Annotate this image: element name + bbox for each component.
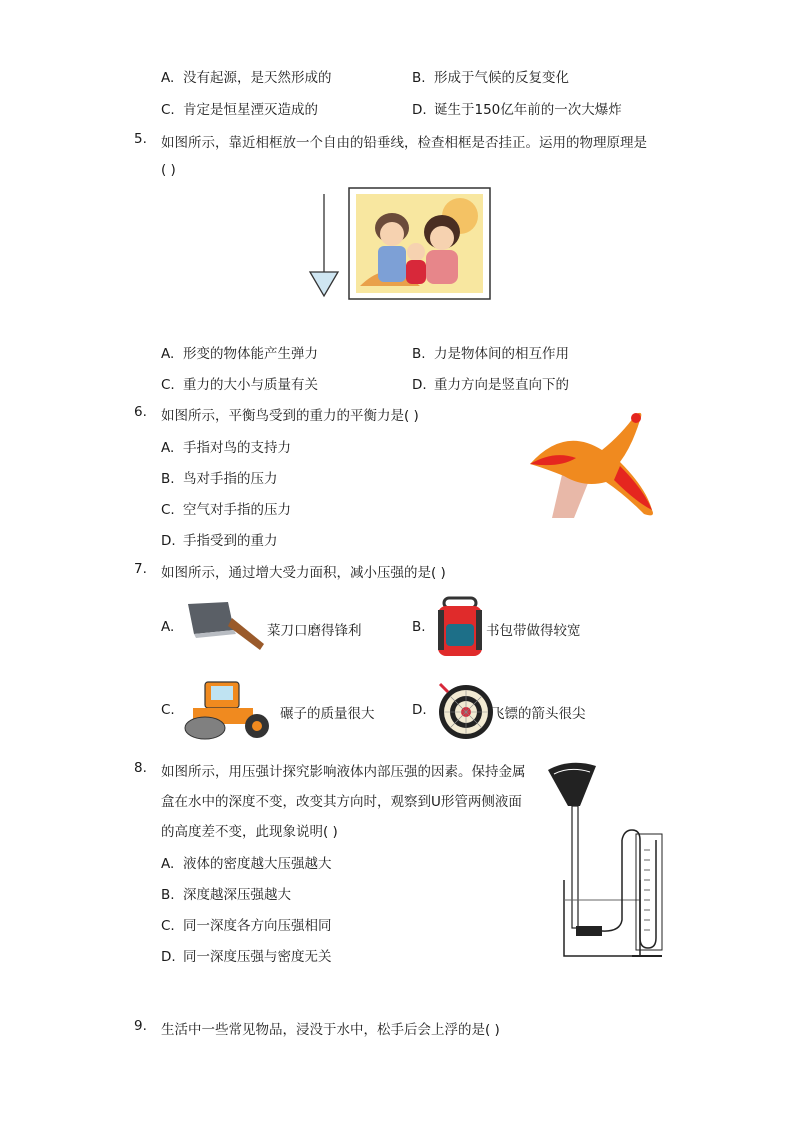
q6-stem: 如图所示，平衡鸟受到的重力的平衡力是( )	[161, 408, 419, 424]
option-text: 重力方向是竖直向下的	[434, 377, 569, 393]
q6-option-a[interactable]	[161, 436, 291, 456]
option-text: 深度越深压强越大	[183, 887, 291, 903]
option-text: 形成于气候的反复变化	[434, 70, 569, 86]
q8-stem-line1: 如图所示，用压强计探究影响液体内部压强的因素。保持金属	[161, 764, 526, 780]
option-key: B.	[161, 887, 175, 903]
q7-option-d[interactable]: 飞镖的箭头很尖	[491, 706, 586, 722]
option-text: 没有起源，是天然形成的	[183, 70, 332, 86]
q8-stem-line2: 盒在水中的深度不变，改变其方向时，观察到U形管两侧液面	[161, 794, 522, 810]
option-key: C.	[161, 918, 175, 934]
option-key: B.	[412, 346, 426, 362]
option-text: 肯定是恒星湮灭造成的	[183, 102, 318, 118]
pressure-gauge-apparatus-icon	[540, 760, 665, 962]
cleaver-icon	[184, 598, 268, 654]
option-text: 形变的物体能产生弹力	[183, 346, 318, 362]
q5-option-b[interactable]	[412, 342, 569, 362]
option-text: 同一深度压强与密度无关	[183, 949, 332, 965]
q4-option-c[interactable]	[161, 98, 318, 118]
dartboard-icon	[436, 680, 496, 740]
option-text: 诞生于150亿年前的一次大爆炸	[434, 102, 622, 118]
q7-option-c[interactable]: 碾子的质量很大	[280, 706, 375, 722]
q5-figure	[300, 186, 500, 306]
option-key: C.	[161, 377, 175, 393]
q7-option-a-key: A.	[161, 619, 175, 635]
q8-stem-line3: 的高度差不变，此现象说明( )	[161, 824, 338, 840]
option-text: 重力的大小与质量有关	[183, 377, 318, 393]
q7-number: 7.	[134, 561, 147, 577]
road-roller-icon	[183, 678, 275, 740]
q5-blank: ( )	[161, 162, 176, 178]
option-key: D.	[412, 102, 427, 118]
q5-number: 5.	[134, 131, 147, 147]
plumb-line-icon	[310, 194, 338, 296]
option-key: A.	[161, 70, 175, 86]
option-key: D.	[161, 533, 176, 549]
q8-option-b[interactable]	[161, 883, 291, 903]
q6-option-b[interactable]	[161, 467, 278, 487]
option-key: C.	[161, 502, 175, 518]
q6-option-d[interactable]	[161, 529, 278, 549]
q6-number: 6.	[134, 404, 147, 420]
balance-bird-icon	[524, 406, 674, 518]
option-key: D.	[412, 377, 427, 393]
q7-option-a[interactable]: 菜刀口磨得锋利	[267, 623, 362, 639]
q7-option-d-key: D.	[412, 702, 427, 718]
q4-option-b[interactable]	[412, 66, 569, 86]
option-text: 空气对手指的压力	[183, 502, 291, 518]
q7-option-b[interactable]: 书包带做得较宽	[486, 623, 581, 639]
q8-number: 8.	[134, 760, 147, 776]
q7-stem: 如图所示，通过增大受力面积，减小压强的是( )	[161, 565, 446, 581]
q5-option-d[interactable]	[412, 373, 569, 393]
option-key: B.	[161, 471, 175, 487]
q8-option-a[interactable]	[161, 852, 332, 872]
q8-option-d[interactable]	[161, 945, 332, 965]
q9-stem: 生活中一些常见物品，浸没于水中，松手后会上浮的是( )	[161, 1022, 500, 1038]
option-key: A.	[161, 856, 175, 872]
option-text: 手指对鸟的支持力	[183, 440, 291, 456]
option-text: 力是物体间的相互作用	[434, 346, 569, 362]
option-text: 手指受到的重力	[183, 533, 278, 549]
q9-number: 9.	[134, 1018, 147, 1034]
q4-option-a[interactable]	[161, 66, 332, 86]
q5-stem: 如图所示，靠近相框放一个自由的铅垂线，检查相框是否挂正。运用的物理原理是	[161, 135, 647, 151]
q4-option-d[interactable]	[412, 98, 622, 118]
q5-option-a[interactable]	[161, 342, 318, 362]
option-key: B.	[412, 70, 426, 86]
q7-option-b-key: B.	[412, 619, 426, 635]
option-key: A.	[161, 440, 175, 456]
backpack-icon	[434, 596, 486, 658]
option-text: 同一深度各方向压强相同	[183, 918, 332, 934]
q6-option-c[interactable]	[161, 498, 291, 518]
q8-option-c[interactable]	[161, 914, 332, 934]
option-key: C.	[161, 102, 175, 118]
option-text: 鸟对手指的压力	[183, 471, 278, 487]
option-text: 液体的密度越大压强越大	[183, 856, 332, 872]
option-key: A.	[161, 346, 175, 362]
photo-frame-icon	[349, 188, 490, 299]
q7-option-c-key: C.	[161, 702, 175, 718]
option-key: D.	[161, 949, 176, 965]
q5-option-c[interactable]	[161, 373, 318, 393]
